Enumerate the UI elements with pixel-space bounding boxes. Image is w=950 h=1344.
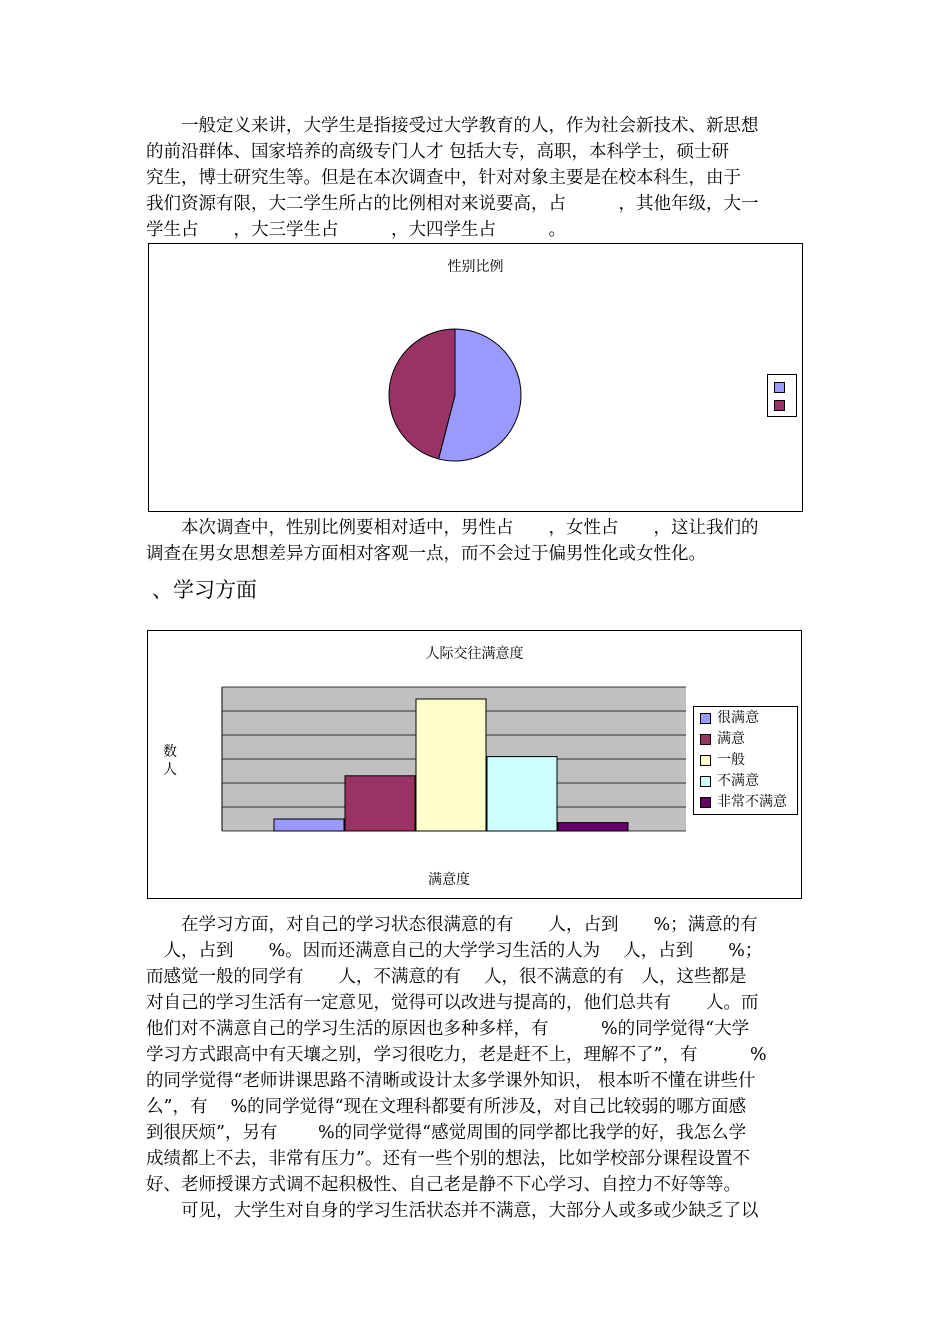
section-heading: 、学习方面	[152, 578, 257, 602]
legend-swatch	[700, 776, 711, 787]
bar	[558, 823, 628, 831]
bar	[487, 757, 557, 831]
legend-item	[694, 771, 797, 792]
legend-swatch	[700, 755, 711, 766]
satisfaction-chart	[147, 630, 802, 899]
bar	[345, 776, 415, 831]
text-line: 成绩都上不去，非常有压力”。还有一些个别的想法，比如学校部分课程设置不	[146, 1149, 750, 1169]
y-axis-label-char: 人	[163, 762, 177, 778]
legend-swatch	[700, 734, 711, 745]
text-line: 在学习方面，对自己的学习状态很满意的有 人，占到 %；满意的有	[146, 915, 758, 935]
text-line: 我们资源有限，大二学生所占的比例相对来说要高，占 ，其他年级，大一	[146, 194, 759, 214]
pie-legend	[767, 374, 797, 417]
text-line: 的同学觉得“老师讲课思路不清晰或设计太多学课外知识， 根本听不懂在讲些什	[146, 1071, 756, 1091]
legend-item	[694, 729, 797, 750]
legend-item	[694, 708, 797, 729]
text-line: 人，占到 %。因而还满意自己的大学学习生活的人为 人，占到 %；	[146, 941, 763, 961]
legend-label: 满意	[717, 731, 745, 747]
bar	[416, 699, 486, 831]
text-line: 本次调查中，性别比例要相对适中，男性占 ，女性占 ，这让我们的	[146, 518, 759, 538]
legend-label: 不满意	[717, 773, 759, 789]
legend-label: 一般	[717, 752, 745, 768]
x-axis-label: 满意度	[428, 872, 470, 888]
text-line: 到很厌烦”，另有 %的同学觉得“感觉周围的同学都比我学的好，我怎么学	[146, 1123, 747, 1143]
text-line: 调查在男女思想差异方面相对客观一点，而不会过于偏男性化或女性化。	[146, 544, 706, 564]
text-line: 么”，有 %的同学觉得“现在文理科都要有所涉及，对自己比较弱的哪方面感	[146, 1097, 747, 1117]
text-line: 一般定义来讲，大学生是指接受过大学教育的人，作为社会新技术、新思想	[146, 116, 759, 136]
text-line: 他们对不满意自己的学习生活的原因也多种多样，有 %的同学觉得“大学	[146, 1019, 750, 1039]
gender-paragraph	[146, 515, 808, 567]
chart-title: 性别比例	[447, 259, 504, 275]
text-line: 学习方式跟高中有天壤之别，学习很吃力，老是赶不上，理解不了”，有 %	[146, 1045, 767, 1065]
legend-swatch-female	[774, 400, 785, 411]
intro-paragraph	[146, 113, 808, 243]
chart-title: 人际交往满意度	[425, 646, 524, 662]
legend-swatch-male	[774, 382, 785, 393]
legend-label: 非常不满意	[717, 794, 787, 810]
text-line: 可见，大学生对自身的学习生活状态并不满意，大部分人或多或少缺乏了以	[146, 1201, 759, 1221]
bar	[274, 819, 344, 831]
text-line: 而感觉一般的同学有 人，不满意的有 人，很不满意的有 人，这些都是	[146, 967, 747, 987]
text-line: 的前沿群体、国家培养的高级专门人才 包括大专，高职，本科学士，硕士研	[146, 142, 730, 162]
bar-legend	[693, 706, 798, 815]
study-paragraph	[146, 912, 808, 1224]
pie-plot	[149, 244, 802, 511]
text-line: 究生，博士研究生等。但是在本次调查中，针对对象主要是在校本科生，由于	[146, 168, 741, 188]
legend-swatch	[700, 713, 711, 724]
text-line: 好、老师授课方式调不起积极性、自己老是静不下心学习、自控力不好等等。	[146, 1175, 741, 1195]
legend-item	[694, 750, 797, 771]
text-line: 学生占 ，大三学生占 ，大四学生占 。	[146, 220, 566, 240]
gender-chart	[148, 243, 803, 512]
legend-label: 很满意	[717, 710, 759, 726]
legend-swatch	[700, 797, 711, 808]
text-line: 对自己的学习生活有一定意见，觉得可以改进与提高的，他们总共有 人。而	[146, 993, 759, 1013]
legend-item	[694, 792, 797, 813]
y-axis-label-char: 数	[163, 744, 177, 760]
